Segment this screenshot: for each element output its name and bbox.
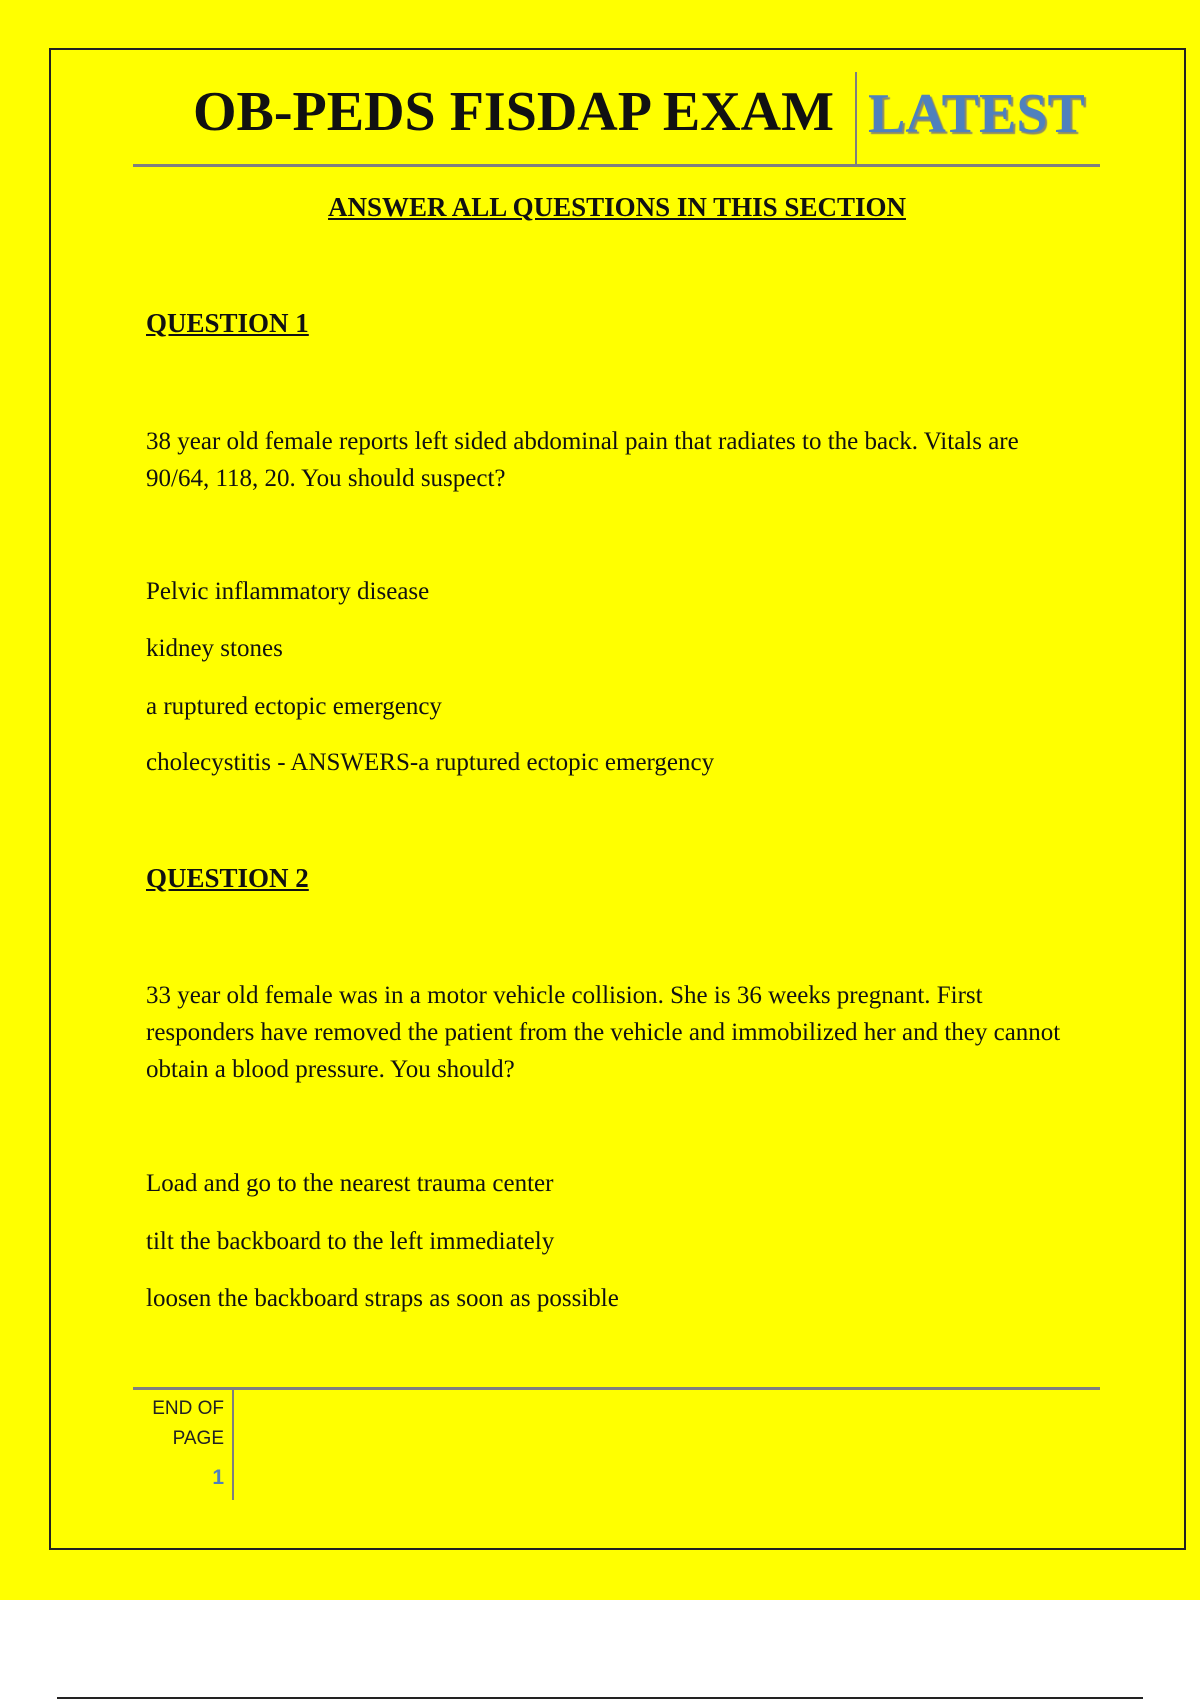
question-1-heading: QUESTION 1 bbox=[146, 308, 309, 338]
question-1-option: kidney stones bbox=[146, 635, 283, 662]
footer-label-line-1: END OF bbox=[152, 1398, 224, 1419]
footer-rule bbox=[133, 1387, 1100, 1390]
question-1-option: Pelvic inflammatory disease bbox=[146, 578, 430, 605]
question-2-option: tilt the backboard to the left immediately bbox=[146, 1228, 555, 1255]
question-1-answer: cholecystitis - ANSWERS-a ruptured ectopic emergency bbox=[146, 749, 715, 776]
question-2-option: loosen the backboard straps as soon as possible bbox=[146, 1285, 619, 1312]
page-border bbox=[49, 48, 1186, 1550]
footer-label bbox=[140, 1394, 224, 1454]
question-2-option: Load and go to the nearest trauma center bbox=[146, 1170, 554, 1197]
question-2-text: 33 year old female was in a motor vehicle collision. She is 36 weeks pregnant. First responders have removed the patient from the vehicle and immobilized her and they cannot obtain a blood pressure. You should? bbox=[146, 982, 1061, 1083]
page-number: 1 bbox=[212, 1466, 224, 1489]
bottom-rule bbox=[57, 1697, 1143, 1699]
section-heading: ANSWER ALL QUESTIONS IN THIS SECTION bbox=[328, 192, 906, 222]
question-1-text: 38 year old female reports left sided abdominal pain that radiates to the back. Vitals are 90/64, 118, 20. You should suspect? bbox=[146, 428, 1019, 492]
question-2-heading: QUESTION 2 bbox=[146, 863, 309, 893]
footer-divider bbox=[232, 1390, 234, 1500]
title-accent: LATEST bbox=[868, 83, 1085, 145]
title-divider bbox=[855, 72, 857, 164]
title-bar bbox=[133, 72, 1100, 167]
footer-label-line-2: PAGE bbox=[172, 1428, 224, 1449]
question-1-option: a ruptured ectopic emergency bbox=[146, 693, 442, 720]
page-title: OB-PEDS FISDAP EXAM bbox=[193, 81, 834, 143]
